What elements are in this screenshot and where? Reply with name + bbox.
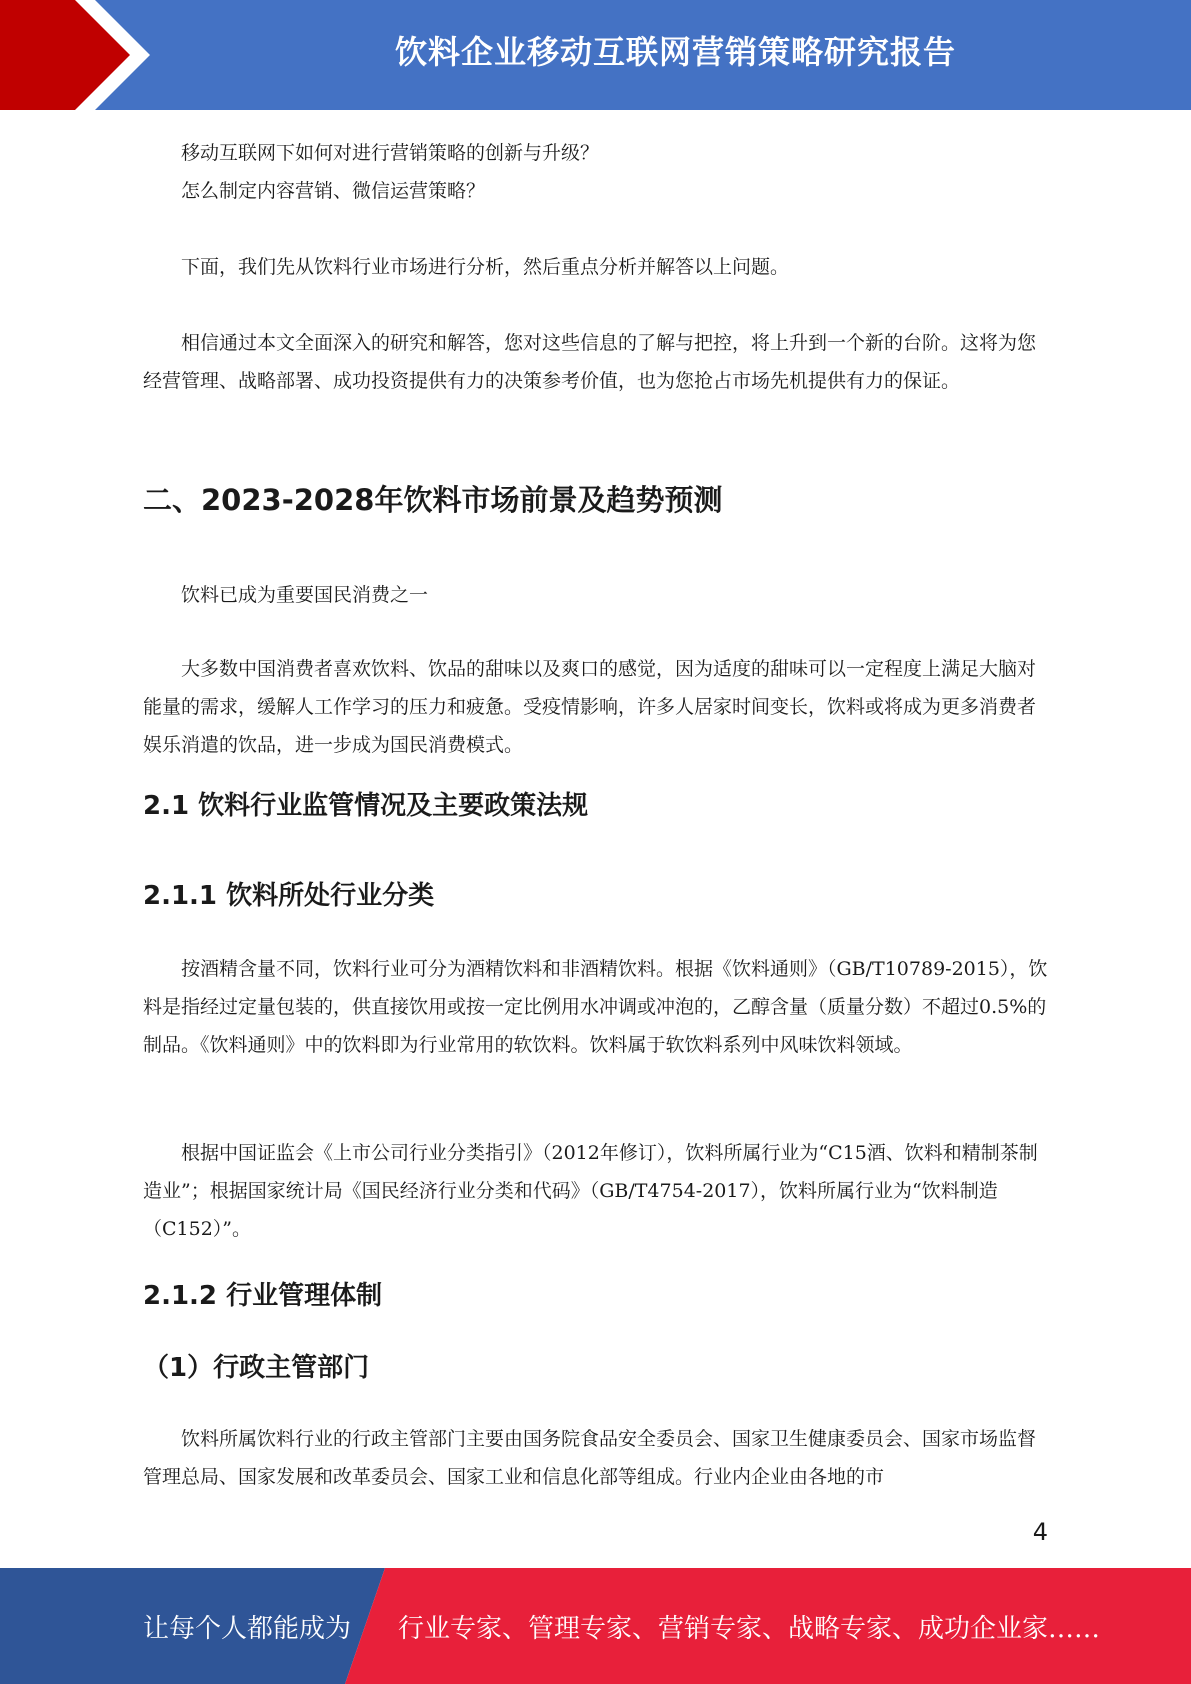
heading-admin: （1）行政主管部门 — [143, 1353, 370, 1383]
page-header — [0, 0, 1191, 110]
report-title: 饮料企业移动互联网营销策略研究报告 — [394, 33, 956, 71]
intro-paragraph: 下面，我们先从饮料行业市场进行分析，然后重点分析并解答以上问题。 — [181, 256, 790, 278]
heading-2-1: 2.1 饮料行业监管情况及主要政策法规 — [143, 791, 589, 821]
footer-slogan-left: 让每个人都能成为 — [143, 1613, 352, 1644]
question-1: 移动互联网下如何对进行营销策略的创新与升级？ — [181, 142, 600, 164]
question-2: 怎么制定内容营销、微信运营策略？ — [181, 180, 486, 202]
classify-paragraph: 按酒精含量不同，饮料行业可分为酒精饮料和非酒精饮料。根据《饮料通则》（GB/T10789-2015），饮料是指经过定量包装的，供直接饮用或按一定比例用水冲调或冲泡的，乙醇含量（质量分数）不超过0.5%的制品。《饮料通则》中的饮料即为行业常用的软饮料。饮料属于软饮料系列中风味饮料领域。 — [143, 958, 1048, 1056]
question-1-paragraph — [143, 134, 1048, 172]
section-2-heading: 二、2023-2028年饮料市场前景及趋势预测 — [143, 483, 723, 517]
sweet-paragraph: 大多数中国消费者喜欢饮料、饮品的甜味以及爽口的感觉，因为适度的甜味可以一定程度上满足大脑对能量的需求，缓解人工作学习的压力和疲惫。受疫情影响，许多人居家时间变长，饮料或将成为更多消费者娱乐消遣的饮品，进一步成为国民消费模式。 — [143, 658, 1037, 756]
trust-paragraph: 相信通过本文全面深入的研究和解答，您对这些信息的了解与把控，将上升到一个新的台阶。这将为您经营管理、战略部署、成功投资提供有力的决策参考价值，也为您抢占市场先机提供有力的保证。 — [143, 332, 1037, 392]
footer-slogan-right: 行业专家、管理专家、营销专家、战略专家、成功企业家…… — [398, 1613, 1101, 1644]
heading-2-1-2: 2.1.2 行业管理体制 — [143, 1281, 383, 1311]
heading-2-1-1: 2.1.1 饮料所处行业分类 — [143, 881, 435, 911]
page-number: 4 — [1032, 1518, 1048, 1546]
csrc-paragraph: 根据中国证监会《上市公司行业分类指引》（2012年修订），饮料所属行业为“C15酒、饮料和精制茶制造业”；根据国家统计局《国民经济行业分类和代码》（GB/T4754-2017），饮料所属行业为“饮料制造（C152）”。 — [143, 1142, 1038, 1240]
page-footer — [0, 1568, 1191, 1684]
admin-paragraph: 饮料所属饮料行业的行政主管部门主要由国务院食品安全委员会、国家卫生健康委员会、国家市场监督管理总局、国家发展和改革委员会、国家工业和信息化部等组成。行业内企业由各地的市 — [143, 1428, 1037, 1488]
question-2-paragraph — [143, 172, 1048, 210]
consume-paragraph: 饮料已成为重要国民消费之一 — [181, 584, 429, 606]
